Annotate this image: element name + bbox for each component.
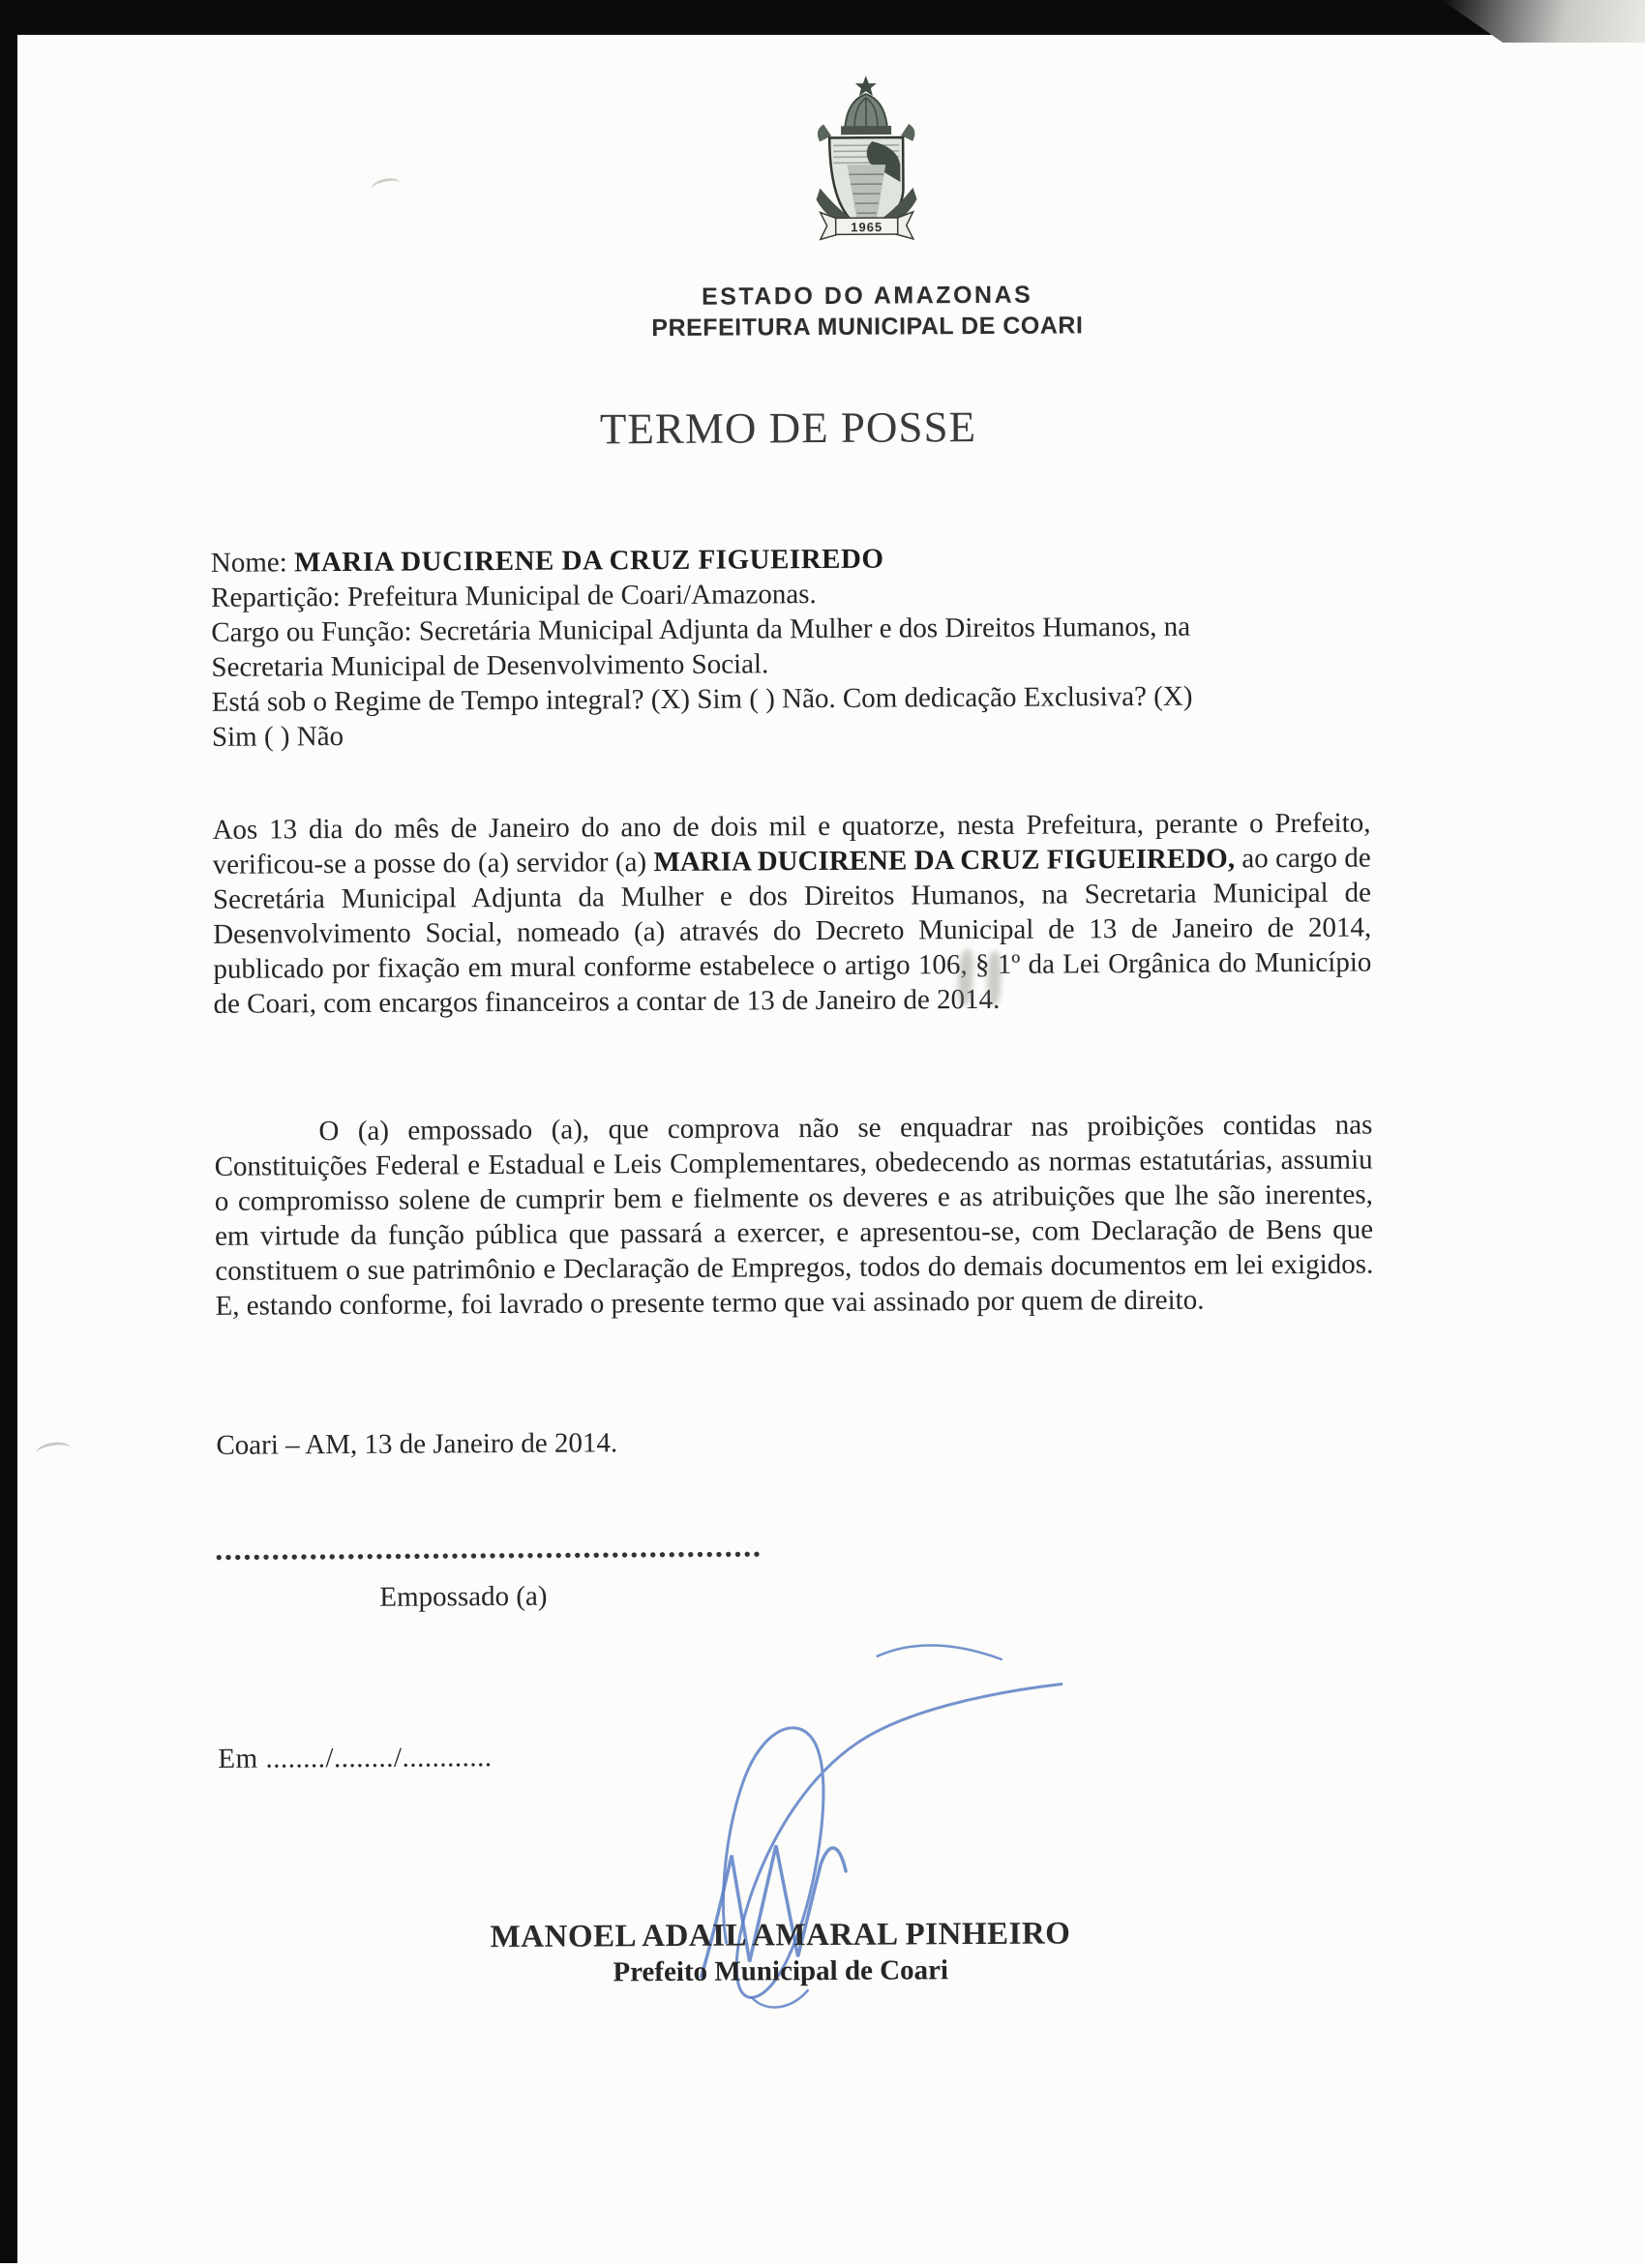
signature-dotted-line: .......................................................... [215,1529,834,1568]
p1-text-post: ao cargo de Secretária Municipal Adjunta da Mulher e dos Direitos Humanos, na Secretaria Municipal de Desenvolvimento Social, nomeado (a) através do Decreto Municipal de 13 de Janeiro de 2014, publicado por fixação em mural conforme estabelece o artigo 106, § 1º da Lei Orgânica do Município de Coari, com encargos financeiros a contar de 13 de Janeiro de 2014. [213,843,1372,1020]
detail-line-cargo-2: Secretaria Municipal de Desenvolvimento Social. [211,643,1372,685]
detail-line-cargo-1: Cargo ou Função: Secretária Municipal Adjunta da Mulher e dos Direitos Humanos, na [211,609,1372,650]
p1-text-pre: Aos 13 dia do mês de Janeiro do ano de dois mil e quatorze, nesta Prefeitura, perante o Prefeito, verificou-se a posse do (a) servidor (a) [212,808,1370,880]
nome-label: Nome: [211,547,294,579]
scan-smudge [35,1440,72,1461]
detail-line-regime-1: Está sob o Regime de Tempo integral? (X) Sim ( ) Não. Com dedicação Exclusiva? (X) [212,678,1373,720]
coat-of-arms-icon [806,73,927,244]
body-paragraph-1 [212,806,1371,1022]
detail-line-reparticao: Repartição: Prefeitura Municipal de Coari/Amazonas. [211,574,1372,615]
place-date-line: Coari – AM, 13 de Janeiro de 2014. [216,1427,617,1462]
nome-value: MARIA DUCIRENE DA CRUZ FIGUEIREDO [294,544,884,579]
date-fill-line: Em ......../......../............ [218,1742,492,1776]
detail-line-regime-2: Sim ( ) Não [212,713,1373,755]
scan-smudge [370,176,402,196]
crest-star [855,75,877,96]
empossado-label: Empossado (a) [379,1581,547,1614]
official-role: Prefeito Municipal de Coari [278,1952,1284,1990]
org-state-line: ESTADO DO AMAZONAS [538,279,1196,313]
body-paragraph-2: O (a) empossado (a), que comprova não se enquadrar nas proibições contidas nas Constituições Federal e Estadual e Leis Complementares, obedecendo as normas estatutárias, assumiu o compromisso solene de cumprir bem e fielmente os deveres e as atribuições que lhe são inerentes, em virtude da função pública que passará a exercer, e apresentou-se, com Declaração de Bens que constituem o sue patrimônio e Declaração de Empregos, todos do demais documentos em lei exigidos. E, estando conforme, foi lavrado o presente termo que vai assinado por quem de direito. [214,1108,1373,1324]
official-block [277,1913,1283,1990]
official-name: MANOEL ADAIL AMARAL PINHEIRO [277,1913,1283,1957]
details-block [211,539,1373,755]
org-header [538,279,1196,344]
crest-year: 1965 [851,220,882,234]
document-title: TERMO DE POSSE [210,400,1366,457]
p1-servant-name: MARIA DUCIRENE DA CRUZ FIGUEIREDO, [653,843,1235,878]
org-municipality-line: PREFEITURA MUNICIPAL DE COARI [538,310,1196,344]
